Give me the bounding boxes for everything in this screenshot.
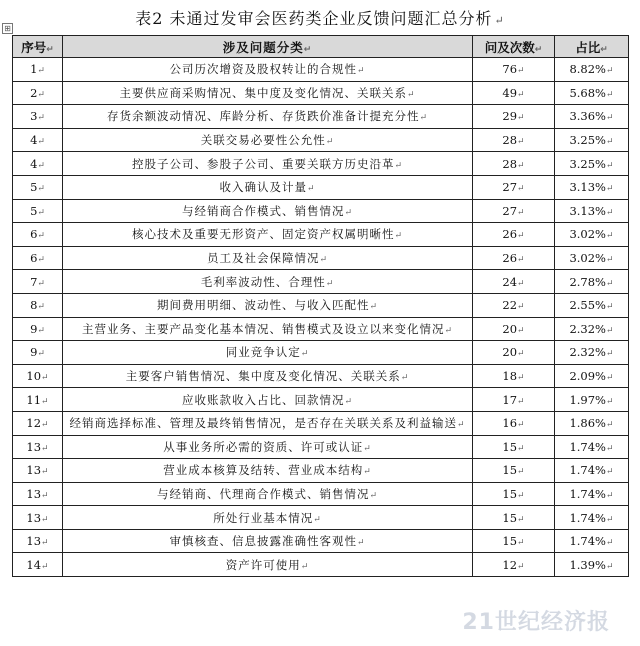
cell-no: 8↵ (13, 293, 63, 317)
cell-no: 2↵ (13, 81, 63, 105)
cell-pct: 3.25%↵ (555, 128, 629, 152)
cell-pct: 3.36%↵ (555, 105, 629, 129)
table-move-handle-icon[interactable]: ⊞ (2, 23, 13, 34)
cell-pct: 2.32%↵ (555, 341, 629, 365)
caption-text: 表2 未通过发审会医药类企业反馈问题汇总分析 (135, 9, 493, 28)
cell-category: 控股子公司、参股子公司、重要关联方历史沿革↵ (63, 152, 473, 176)
cell-category: 主要供应商采购情况、集中度及变化情况、关联关系↵ (63, 81, 473, 105)
cell-no: 13↵ (13, 435, 63, 459)
cell-category: 员工及社会保障情况↵ (63, 246, 473, 270)
cell-pct: 3.13%↵ (555, 199, 629, 223)
cell-pct: 5.68%↵ (555, 81, 629, 105)
header-pct: 占比↵ (555, 36, 629, 58)
cell-count: 26↵ (473, 223, 555, 247)
table-row (13, 293, 629, 317)
cell-no: 3↵ (13, 105, 63, 129)
cell-no: 11↵ (13, 388, 63, 412)
table-body (13, 58, 629, 577)
cell-category: 经销商选择标准、管理及最终销售情况，是否存在关联关系及利益输送↵ (63, 411, 473, 435)
table-row (13, 506, 629, 530)
cell-count: 76↵ (473, 58, 555, 82)
cell-count: 15↵ (473, 435, 555, 459)
cell-no: 13↵ (13, 506, 63, 530)
cell-pct: 3.13%↵ (555, 175, 629, 199)
cell-category: 核心技术及重要无形资产、固定资产权属明晰性↵ (63, 223, 473, 247)
cell-category: 营业成本核算及结转、营业成本结构↵ (63, 459, 473, 483)
cell-pct: 2.78%↵ (555, 270, 629, 294)
cell-pct: 1.86%↵ (555, 411, 629, 435)
paragraph-mark-icon: ↵ (494, 14, 505, 27)
cell-category: 主要客户销售情况、集中度及变化情况、关联关系↵ (63, 364, 473, 388)
issue-summary-table (12, 35, 629, 577)
cell-pct: 2.09%↵ (555, 364, 629, 388)
cell-no: 4↵ (13, 128, 63, 152)
cell-count: 15↵ (473, 459, 555, 483)
cell-category: 期间费用明细、波动性、与收入匹配性↵ (63, 293, 473, 317)
cell-no: 12↵ (13, 411, 63, 435)
cell-count: 29↵ (473, 105, 555, 129)
cell-pct: 1.74%↵ (555, 529, 629, 553)
cell-count: 15↵ (473, 506, 555, 530)
cell-pct: 3.25%↵ (555, 152, 629, 176)
cell-count: 27↵ (473, 199, 555, 223)
cell-category: 收入确认及计量↵ (63, 175, 473, 199)
cell-category: 应收账款收入占比、回款情况↵ (63, 388, 473, 412)
cell-category: 资产许可使用↵ (63, 553, 473, 577)
cell-pct: 8.82%↵ (555, 58, 629, 82)
cell-count: 12↵ (473, 553, 555, 577)
cell-count: 20↵ (473, 341, 555, 365)
cell-no: 9↵ (13, 317, 63, 341)
cell-category: 所处行业基本情况↵ (63, 506, 473, 530)
cell-pct: 1.39%↵ (555, 553, 629, 577)
cell-count: 15↵ (473, 529, 555, 553)
cell-count: 27↵ (473, 175, 555, 199)
table-row (13, 128, 629, 152)
cell-category: 从事业务所必需的资质、许可或认证↵ (63, 435, 473, 459)
cell-no: 5↵ (13, 175, 63, 199)
cell-pct: 1.97%↵ (555, 388, 629, 412)
cell-category: 存货余额波动情况、库龄分析、存货跌价准备计提充分性↵ (63, 105, 473, 129)
cell-count: 49↵ (473, 81, 555, 105)
cell-count: 26↵ (473, 246, 555, 270)
watermark-logo: 21世纪经济报 (462, 610, 610, 635)
cell-no: 9↵ (13, 341, 63, 365)
cell-category: 与经销商、代理商合作模式、销售情况↵ (63, 482, 473, 506)
cell-no: 13↵ (13, 459, 63, 483)
cell-category: 公司历次增资及股权转让的合规性↵ (63, 58, 473, 82)
cell-category: 毛利率波动性、合理性↵ (63, 270, 473, 294)
cell-no: 7↵ (13, 270, 63, 294)
table-row (13, 553, 629, 577)
cell-count: 24↵ (473, 270, 555, 294)
cell-no: 13↵ (13, 529, 63, 553)
table-row (13, 175, 629, 199)
cell-pct: 2.32%↵ (555, 317, 629, 341)
table-caption (0, 6, 640, 29)
cell-pct: 1.74%↵ (555, 435, 629, 459)
header-no: 序号↵ (13, 36, 63, 58)
cell-category: 同业竞争认定↵ (63, 341, 473, 365)
cell-pct: 1.74%↵ (555, 506, 629, 530)
header-count: 问及次数↵ (473, 36, 555, 58)
table-row (13, 341, 629, 365)
cell-no: 13↵ (13, 482, 63, 506)
table-row (13, 435, 629, 459)
table-row (13, 529, 629, 553)
cell-count: 22↵ (473, 293, 555, 317)
cell-count: 20↵ (473, 317, 555, 341)
table-row (13, 459, 629, 483)
cell-category: 关联交易必要性公允性↵ (63, 128, 473, 152)
cell-no: 4↵ (13, 152, 63, 176)
table-row (13, 105, 629, 129)
cell-no: 6↵ (13, 246, 63, 270)
cell-no: 1↵ (13, 58, 63, 82)
cell-no: 6↵ (13, 223, 63, 247)
table-row (13, 246, 629, 270)
cell-count: 15↵ (473, 482, 555, 506)
table-row (13, 364, 629, 388)
table-row (13, 199, 629, 223)
cell-category: 与经销商合作模式、销售情况↵ (63, 199, 473, 223)
cell-pct: 3.02%↵ (555, 246, 629, 270)
table-row (13, 223, 629, 247)
table-row (13, 388, 629, 412)
cell-pct: 3.02%↵ (555, 223, 629, 247)
cell-category: 主营业务、主要产品变化基本情况、销售模式及设立以来变化情况↵ (63, 317, 473, 341)
cell-count: 16↵ (473, 411, 555, 435)
table-row (13, 81, 629, 105)
cell-pct: 1.74%↵ (555, 459, 629, 483)
table-row (13, 58, 629, 82)
table-row (13, 317, 629, 341)
table-row (13, 411, 629, 435)
cell-no: 14↵ (13, 553, 63, 577)
cell-count: 28↵ (473, 152, 555, 176)
header-category: 涉及问题分类↵ (63, 36, 473, 58)
cell-no: 10↵ (13, 364, 63, 388)
cell-pct: 2.55%↵ (555, 293, 629, 317)
cell-count: 18↵ (473, 364, 555, 388)
cell-category: 审慎核查、信息披露准确性客观性↵ (63, 529, 473, 553)
table-row (13, 482, 629, 506)
table-row (13, 270, 629, 294)
cell-count: 17↵ (473, 388, 555, 412)
header-row (13, 36, 629, 58)
table-row (13, 152, 629, 176)
cell-pct: 1.74%↵ (555, 482, 629, 506)
cell-no: 5↵ (13, 199, 63, 223)
cell-count: 28↵ (473, 128, 555, 152)
